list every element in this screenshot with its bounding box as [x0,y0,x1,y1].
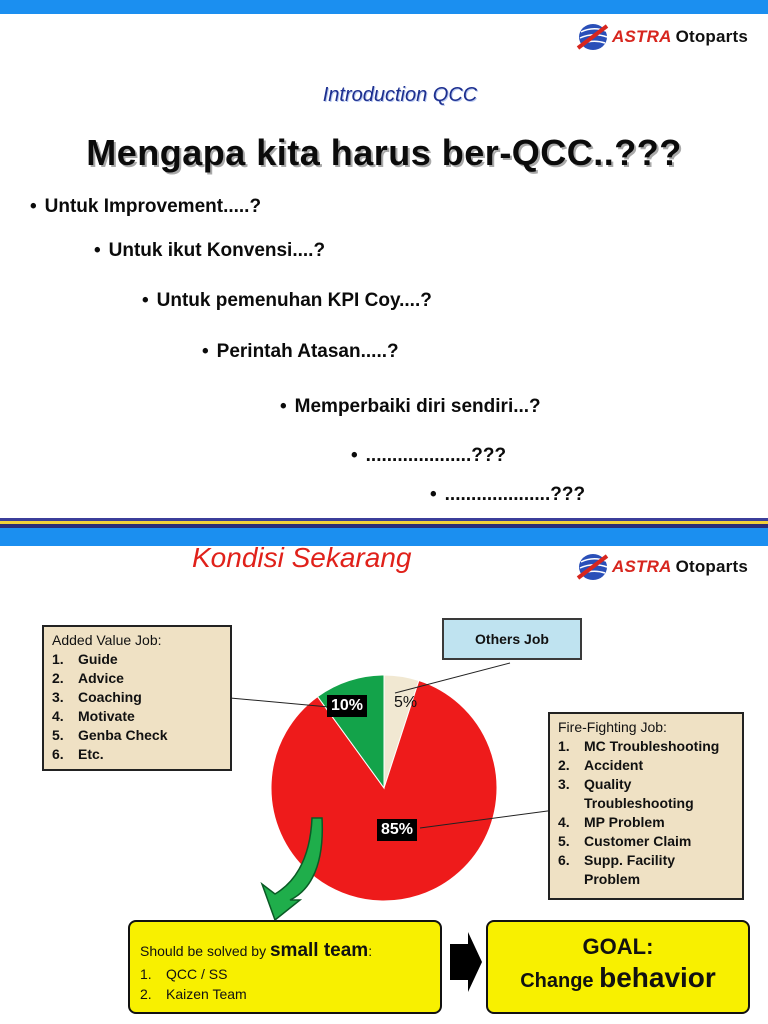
list-item: 3. Coaching [52,689,142,705]
astra-otoparts-logo [576,22,748,52]
list-item: 6. Etc. [52,746,104,762]
list-item: 2. Kaizen Team [140,986,247,1002]
others-job-box: Others Job [442,618,582,660]
list-item: 1. Guide [52,651,118,667]
bullet-dot-icon: • [30,196,37,217]
bullet-item: • Untuk Improvement.....? [30,196,262,217]
bullet-dot-icon: • [351,445,358,466]
globe-icon [576,22,610,52]
small-team-list [140,964,430,1004]
fire-fighting-list [558,737,734,889]
logo-brand: ASTRA [612,27,672,46]
added-value-job-box [42,625,232,771]
goal-heading: GOAL: [582,934,654,959]
list-item: 4. Motivate [52,708,135,724]
pie-label-fire: 85% [377,819,417,841]
bullet-dot-icon: • [142,290,149,311]
bullet-item: • ....................??? [430,484,586,505]
bullet-item: • ....................??? [351,445,507,466]
logo-suffix: Otoparts [675,557,749,576]
bullet-item: • Untuk ikut Konvensi....? [94,240,326,261]
logo-brand: ASTRA [612,557,672,576]
list-item: 2. Advice [52,670,124,686]
pie-label-others: 5% [394,694,418,711]
bullet-item: • Untuk pemenuhan KPI Coy....? [142,290,432,311]
bullet-dot-icon: • [430,484,437,505]
list-item: 5. Genba Check [52,727,168,743]
list-item: 1. QCC / SS [140,966,228,982]
fire-fighting-job-box [548,712,744,900]
slide-divider [0,518,768,528]
bullet-item: • Perintah Atasan.....? [202,341,399,362]
list-item: 5. Customer Claim [558,833,692,849]
right-arrow-icon [450,932,482,992]
top-bar [0,0,768,14]
pie-label-added: 10% [327,695,367,717]
small-team-heading: Should be solved by small team: [140,940,373,961]
bullet-dot-icon: • [202,341,209,362]
fire-fighting-heading: Fire-Fighting Job: [558,719,667,735]
bullet-dot-icon: • [94,240,101,261]
page-title: Mengapa kita harus ber-QCC..??? [86,132,682,173]
bullet-dot-icon: • [280,396,287,417]
list-item: 2. Accident [558,757,644,773]
slide-kondisi-sekarang [0,528,768,1024]
small-team-box [128,920,442,1014]
list-item: 6. Supp. Facility Problem [558,852,676,887]
added-value-heading: Added Value Job: [52,632,162,648]
list-item: 1. MC Troubleshooting [558,738,720,754]
connector-others [395,663,510,693]
logo-suffix: Otoparts [675,27,749,46]
added-value-list [52,650,222,764]
list-item: 4. MP Problem [558,814,665,830]
slide-title: Kondisi Sekarang [192,542,412,573]
list-item: 3. Quality Troubleshooting [558,776,694,811]
goal-text: Change behavior [520,962,716,993]
bullet-item: • Memperbaiki diri sendiri...? [280,396,541,417]
goal-box [486,920,750,1014]
intro-title: Introduction QCC [322,84,478,106]
